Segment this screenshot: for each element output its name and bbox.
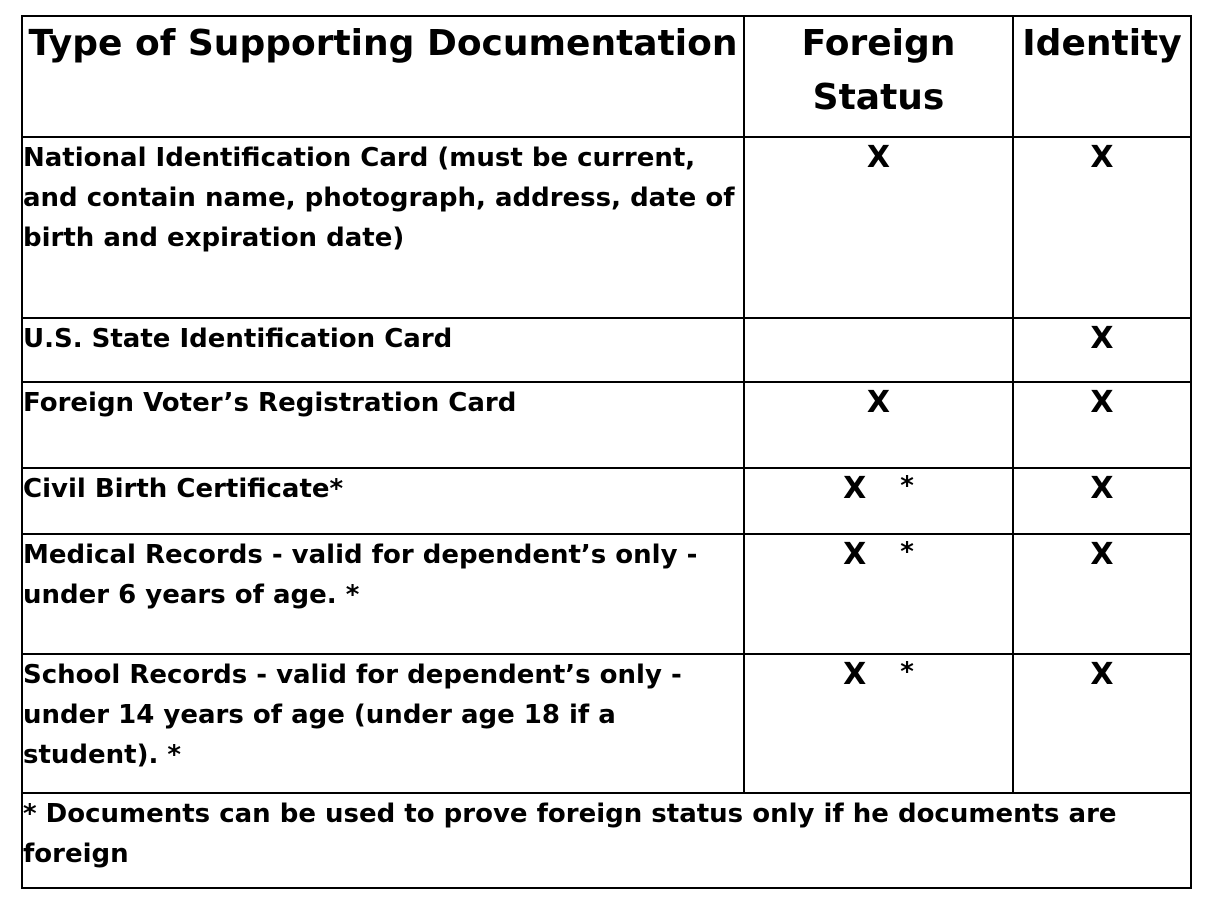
identity-cell — [1013, 382, 1191, 468]
identity-cell — [1013, 318, 1191, 382]
foreign-status-note: * — [900, 537, 914, 567]
foreign-status-cell — [744, 318, 1013, 382]
header-identity — [1013, 16, 1191, 137]
row-description: U.S. State Identification Card — [22, 318, 744, 382]
identity-cell — [1013, 137, 1191, 318]
row-description: Medical Records - valid for dependent’s only - under 6 years of age. * — [22, 534, 744, 654]
supporting-documentation-table — [21, 15, 1192, 889]
foreign-status-cell — [744, 137, 1013, 318]
foreign-status-cell — [744, 534, 1013, 654]
footnote-row — [22, 793, 1191, 888]
header-identity-label: Identity — [1022, 23, 1182, 64]
foreign-status-mark: X — [843, 537, 867, 572]
identity-mark: X — [1090, 471, 1114, 506]
table-row — [22, 654, 1191, 793]
table-row — [22, 534, 1191, 654]
table-row — [22, 468, 1191, 534]
footnote: * Documents can be used to prove foreign status only if he documents are foreign — [22, 793, 1191, 888]
foreign-status-cell — [744, 468, 1013, 534]
row-description: School Records - valid for dependent’s only - under 14 years of age (under age 18 if a student). * — [22, 654, 744, 793]
row-description: National Identification Card (must be current, and contain name, photograph, address, date of birth and expiration date) — [22, 137, 744, 318]
header-row — [22, 16, 1191, 137]
table-row — [22, 382, 1191, 468]
row-description: Civil Birth Certificate* — [22, 468, 744, 534]
header-foreign-status-label: Foreign Status — [801, 23, 956, 118]
foreign-status-note: * — [900, 471, 914, 501]
foreign-status-cell — [744, 654, 1013, 793]
foreign-status-mark: X — [866, 385, 891, 420]
row-description: Foreign Voter’s Registration Card — [22, 382, 744, 468]
identity-mark: X — [1090, 537, 1114, 572]
foreign-status-cell — [744, 382, 1013, 468]
identity-cell — [1013, 468, 1191, 534]
foreign-status-mark: X — [843, 471, 867, 506]
identity-mark: X — [1090, 657, 1114, 692]
identity-mark: X — [1090, 321, 1114, 356]
header-type — [22, 16, 744, 137]
table-row — [22, 318, 1191, 382]
identity-cell — [1013, 654, 1191, 793]
identity-mark: X — [1090, 140, 1114, 175]
identity-mark: X — [1090, 385, 1114, 420]
foreign-status-mark: X — [866, 140, 891, 175]
identity-cell — [1013, 534, 1191, 654]
foreign-status-mark: X — [843, 657, 867, 692]
table-row — [22, 137, 1191, 318]
header-foreign-status — [744, 16, 1013, 137]
foreign-status-note: * — [900, 657, 914, 687]
header-type-label: Type of Supporting Documentation — [28, 23, 738, 64]
